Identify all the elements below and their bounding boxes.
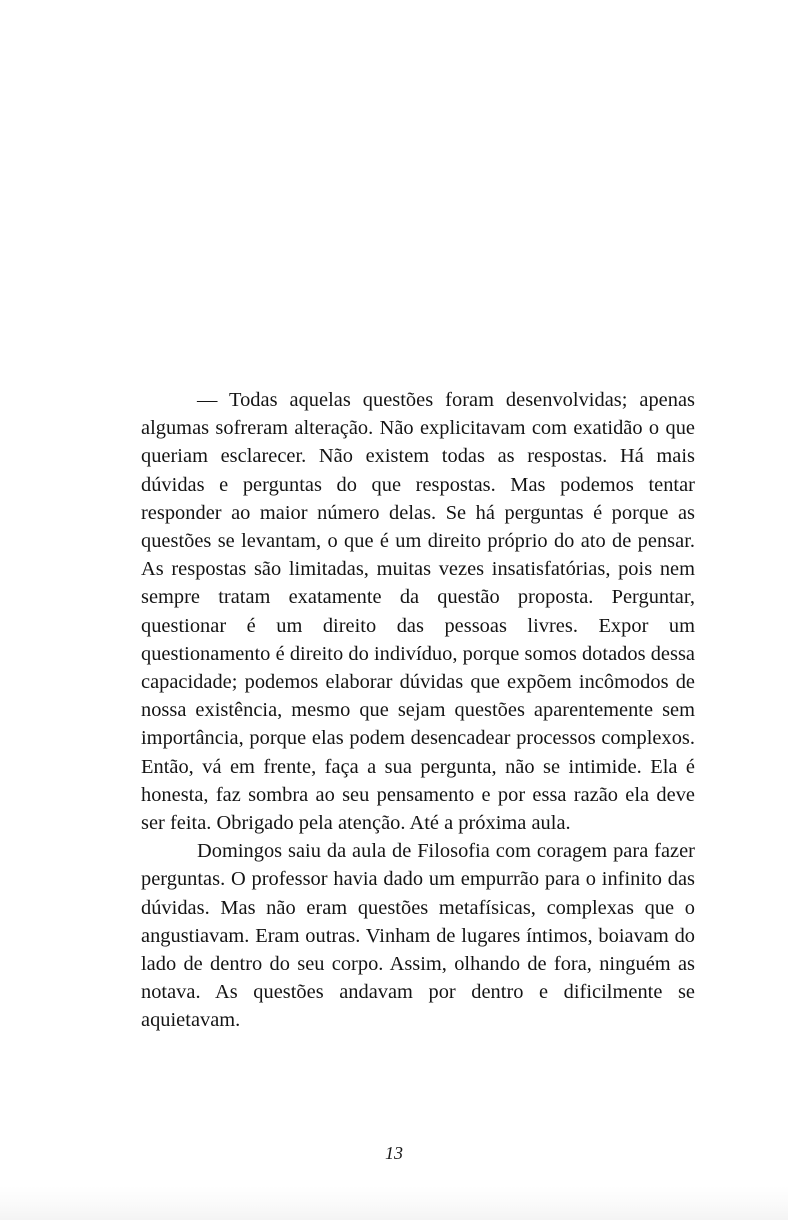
page-text-block bbox=[141, 386, 695, 1035]
paragraph-dialogue: — Todas aquelas questões foram desenvolvidas; apenas algumas sofreram alteração. Não explicitavam com exatidão o que queriam esclarecer. Não existem todas as respostas. Há mais dúvidas e perguntas do que respostas. Mas podemos tentar responder ao maior número delas. Se há perguntas é porque as questões se levantam, o que é um direito próprio do ato de pensar. As respostas são limitadas, muitas vezes insatisfatórias, pois nem sempre tratam exatamente da questão proposta. Perguntar, questionar é um direito das pessoas livres. Expor um questionamento é direito do indivíduo, porque somos dotados dessa capacidade; podemos elaborar dúvidas que expõem incômodos de nossa existência, mesmo que sejam questões aparentemente sem importância, porque elas podem desencadear processos complexos. Então, vá em frente, faça a sua pergunta, não se intimide. Ela é honesta, faz sombra ao seu pensamento e por essa razão ela deve ser feita. Obrigado pela atenção. Até a próxima aula. bbox=[141, 389, 695, 835]
paragraph-narrative: Domingos saiu da aula de Filosofia com coragem para fazer perguntas. O professor havia dado um empurrão para o infinito das dúvidas. Mas não eram questões metafísicas, complexas que o angustiavam. Eram outras. Vinham de lugares íntimos, boiavam do lado de dentro do seu corpo. Assim, olhando de fora, ninguém as notava. As questões andavam por dentro e dificilmente se aquietavam. bbox=[141, 840, 695, 1032]
page-number: 13 bbox=[385, 1143, 403, 1163]
page-bottom-shade bbox=[0, 1186, 788, 1220]
